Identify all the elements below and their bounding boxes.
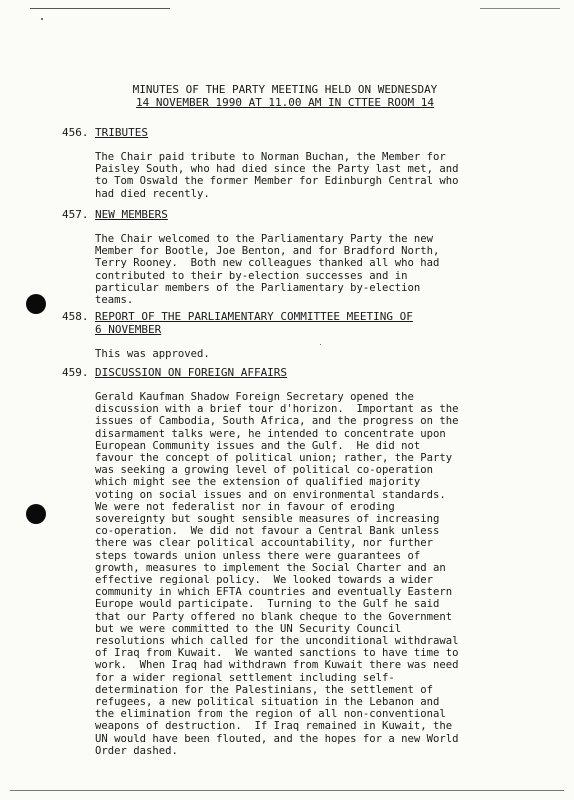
paragraph-line: The Chair welcomed to the Parliamentary Party the new — [95, 233, 434, 245]
paragraph-line: discussion with a brief tour d'horizon. Important as the — [95, 403, 459, 416]
punch-hole-lower — [26, 504, 46, 524]
paragraph-line: co-operation. We did not favour a Central Bank unless — [95, 525, 440, 538]
paragraph-line: steps towards union unless there were guarantees of — [95, 549, 421, 562]
scan-speck — [41, 18, 43, 20]
section-heading — [62, 366, 492, 379]
paragraph-line: there was clear political accountability, nor further — [95, 537, 434, 550]
paragraph-line: voting on social issues and on environmental standards. — [95, 488, 446, 501]
section-title — [95, 126, 148, 139]
section-457 — [62, 208, 492, 306]
paragraph-line: work. When Iraq had withdrawn from Kuwait there was need — [95, 659, 459, 672]
section-heading — [62, 208, 492, 221]
paragraph-line: which might see the extension of qualified majority — [95, 476, 421, 489]
section-number: 459. — [62, 366, 89, 379]
paragraph-line: issues of Cambodia, South Africa, and the progress on the — [95, 415, 459, 428]
paragraph-line: Gerald Kaufman Shadow Foreign Secretary opened the — [95, 391, 414, 403]
section-paragraph — [95, 233, 495, 306]
paragraph-line: effective regional policy. We looked towards a wider — [95, 574, 434, 587]
section-title-line: NEW MEMBERS — [95, 208, 168, 221]
section-title — [95, 366, 287, 379]
paragraph-line: UN would have been flouted, and the hopes for a new World — [95, 732, 459, 745]
paragraph-line: This was approved. — [95, 348, 210, 360]
paragraph-line: European Community issues and the Gulf. He did not — [95, 439, 421, 452]
scan-line-bottom — [10, 790, 564, 791]
paragraph-line: favour the concept of political union; rather, the Party — [95, 452, 453, 465]
paragraph-line: Member for Bootle, Joe Benton, and for Bradford North, — [95, 245, 440, 258]
section-title-line: TRIBUTES — [95, 126, 148, 139]
paragraph-line: to Tom Oswald the former Member for Edinburgh Central who — [95, 175, 459, 188]
paragraph-line: The Chair paid tribute to Norman Buchan, the Member for — [95, 151, 446, 163]
paragraph-line: of Iraq from Kuwait. We wanted sanctions to have time to — [95, 647, 459, 660]
paragraph-line: disarmament talks were, he intended to concentrate upon — [95, 427, 446, 440]
section-number: 457. — [62, 208, 89, 221]
paragraph-line: sovereignty but sought sensible measures of increasing — [95, 513, 440, 526]
paragraph-line: but we were committed to the UN Security Council — [95, 622, 402, 635]
paragraph-line: had died recently. — [95, 187, 210, 200]
section-heading — [62, 310, 492, 336]
paragraph-line: teams. — [95, 294, 134, 307]
paragraph-line: Order dashed. — [95, 744, 178, 757]
paragraph-line: Terry Rooney. Both new colleagues thanked all who had — [95, 257, 440, 270]
paragraph-line: resolutions which called for the unconditional withdrawal — [95, 635, 459, 648]
paragraph-line: Europe would participate. Turning to the Gulf he said — [95, 598, 440, 611]
paragraph-line: We were not federalist nor in favour of eroding — [95, 500, 395, 513]
scan-line-top — [30, 8, 170, 9]
paragraph-line: that our Party offered no blank cheque to the Government — [95, 610, 453, 623]
section-paragraph — [95, 151, 495, 200]
section-number: 456. — [62, 126, 89, 139]
section-paragraph — [95, 348, 495, 360]
paragraph-line: community in which EFTA countries and eventually Eastern — [95, 586, 453, 599]
paragraph-line: growth, measures to implement the Social Charter and an — [95, 561, 446, 574]
title-line-2: 14 NOVEMBER 1990 AT 11.00 AM IN CTTEE ROOM 14 — [135, 96, 434, 109]
paragraph-line: Paisley South, who had died since the Party last met, and — [95, 163, 459, 176]
section-title-line: REPORT OF THE PARLIAMENTARY COMMITTEE MEETING OF — [95, 310, 413, 323]
paragraph-line: weapons of destruction. If Iraq remained in Kuwait, the — [95, 720, 453, 733]
section-title — [95, 208, 168, 221]
section-heading — [62, 126, 492, 139]
document-title — [95, 83, 475, 109]
section-number: 458. — [62, 310, 89, 323]
title-line-1: MINUTES OF THE PARTY MEETING HELD ON WEDNESDAY — [132, 83, 438, 96]
paragraph-line: refugees, a new political situation in the Lebanon and — [95, 696, 440, 709]
scan-line-top-right — [480, 8, 560, 9]
section-title-line: 6 NOVEMBER — [95, 323, 162, 336]
paragraph-line: contributed to their by-election successes and in — [95, 269, 408, 282]
punch-hole-upper — [26, 294, 46, 314]
section-title-line: DISCUSSION ON FOREIGN AFFAIRS — [95, 366, 288, 379]
section-paragraph — [95, 391, 495, 757]
section-458 — [62, 310, 492, 360]
section-title — [95, 310, 413, 336]
section-459 — [62, 366, 492, 757]
paragraph-line: the elimination from the region of all non-conventional — [95, 708, 446, 721]
section-456 — [62, 126, 492, 200]
paragraph-line: for a wider regional settlement including self- — [95, 671, 395, 684]
paragraph-line: determination for the Palestinians, the settlement of — [95, 683, 434, 696]
paragraph-line: particular members of the Parliamentary by-election — [95, 281, 421, 294]
paragraph-line: was seeking a growing level of political co-operation — [95, 464, 434, 477]
